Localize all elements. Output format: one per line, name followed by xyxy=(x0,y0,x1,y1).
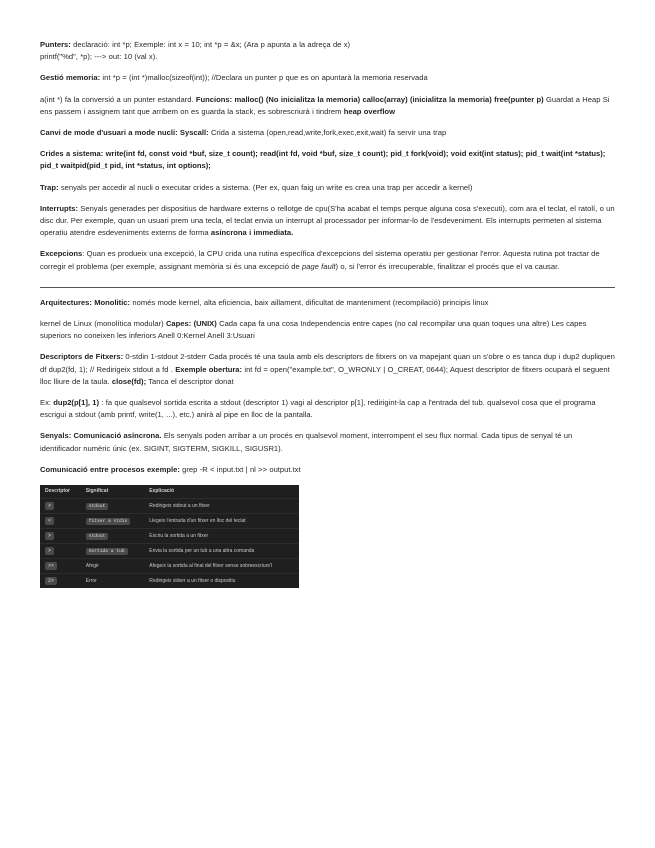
meaning-badge: stdout xyxy=(86,533,109,540)
functions-label: Funcions: malloc() (No inicialitza la memoria) calloc(array) (inicialitza la memoria) free(punter p) xyxy=(195,94,544,104)
table-row xyxy=(40,499,299,514)
file-descriptors-label: Descriptors de Fitxers: xyxy=(40,352,124,362)
meaning-badge: stdout xyxy=(86,503,109,510)
meaning-cell xyxy=(81,529,145,544)
heap-text: Guardat a Heap Si ens passem i assignem tant que arribem on es guarda la stack, es sobrescriurà i tindrem xyxy=(40,94,610,116)
file-descriptors-paragraph xyxy=(40,351,615,388)
explanation-cell: Redirigeix stderr a un fitxer o dispositiu xyxy=(144,574,299,589)
layers-text: Cada capa fa una cosa Independencia entre capes (no cal recompilar una quan toques una altre) Les capes superiors no coneixen les inferiors Anell 0:Kernel Anell 3:Usuari xyxy=(40,319,587,341)
trap-paragraph xyxy=(40,182,615,194)
open-example-text: int fd = open("example.txt", O_WRONLY | O_CREAT, 0644); Aquest descriptor de fitxers ocuparà el seguent lloc lliure de la taula. xyxy=(40,364,610,386)
signals-paragraph xyxy=(40,430,615,454)
horizontal-divider xyxy=(40,287,615,288)
trap-text: senyals per accedir al nucli o executar crides a sistema. (Per ex, quan faig un write es crea una trap per accedir a kernel) xyxy=(58,182,473,192)
dup2-label: dup2(p[1], 1) xyxy=(53,398,100,408)
exceptions-text-end: ) o, si l'error és irrecuperable, finalitzar el procés que el va causar. xyxy=(335,261,560,271)
symbol-badge: > xyxy=(45,502,54,510)
redirection-table xyxy=(40,485,299,588)
symbol-badge: < xyxy=(45,517,54,525)
descriptor-symbol xyxy=(40,499,81,514)
meaning-cell: Error xyxy=(81,574,145,589)
punters-paragraph xyxy=(40,39,615,63)
descriptor-symbol xyxy=(40,574,81,589)
file-descriptors-text: 0-stdin 1-stdout 2-stderr Cada procés té una taula amb els descriptors de fitxers on va mapejant quan un s'obre o es tanca dup i dup2 dupliquen df dup2(fd, 1); // Redirigeix stdout a fd . xyxy=(40,352,615,374)
interrupts-paragraph xyxy=(40,203,615,240)
meaning-cell xyxy=(81,544,145,559)
table-row xyxy=(40,574,299,589)
punters-text: declaració: int *p; Exemple: int x = 10; int *p = &x; (Ara p apunta a la adreça de x) xyxy=(70,40,351,49)
open-example-label: Exemple obertura: xyxy=(175,364,243,374)
explanation-cell: Redirigeix stdout a un fitxer xyxy=(144,499,299,514)
exceptions-text: : Quan es produeix una excepció, la CPU crida una rutina específica d'excepcions del sistema operatiu per gestionar l'error. Aquesta rutina pot tractar de corregir el problema (per exemple, assignant memòria si és una excepció de xyxy=(40,249,600,271)
symbol-badge: >> xyxy=(45,562,57,570)
ipc-paragraph xyxy=(40,464,615,476)
layers-paragraph xyxy=(40,318,615,342)
memory-paragraph xyxy=(40,72,615,84)
table-row xyxy=(40,529,299,544)
signals-text: Els senyals poden arribar a un procés en qualsevol moment, interrompent el seu flux normal. Cada tipus de senyal té un identificador numèric únic (ex. SIGINT, SIGTERM, SIGKILL, SIGUSR1). xyxy=(40,431,573,453)
punters-label: Punters: xyxy=(40,40,71,49)
symbol-badge: > xyxy=(45,547,54,555)
meaning-badge: fitxer a stdin xyxy=(86,518,131,525)
meaning-badge: Sortida a tub xyxy=(86,548,128,555)
cast-text: a(int *) fa la conversió a un punter estandard. xyxy=(40,94,196,104)
ipc-label: Comunicació entre procesos exemple: xyxy=(40,464,180,474)
system-calls-label: Crides a sistema: write(int fd, const void *buf, size_t count); read(int fd, void *buf, size_t count); pid_t fork(void); void exit(int status); pid_t wait(int *status); pid_t waitpid(pid_t pid, int *status, int options); xyxy=(40,149,606,171)
syscall-label: Canvi de mode d'usuari a mode nucli: Syscall: xyxy=(40,128,209,138)
ipc-command: grep -R < input.txt | nl >> output.txt xyxy=(179,464,301,474)
page-fault-term: page fault xyxy=(301,261,336,271)
descriptor-symbol xyxy=(40,559,81,574)
async-label: asíncrona i immediata. xyxy=(210,228,294,238)
table-row xyxy=(40,514,299,529)
exceptions-paragraph xyxy=(40,248,615,272)
interrupts-text: Senyals generades per dispositius de hardware externs o rellotge de cpu(S'ha acabat el temps perque alguna cosa s'executi), com ara el teclat, el ratolí, o un disc dur. Per exemple, quan un usuari prem una tecla, el teclat envia un interrupt al processador per informar-lo de l'esdeveniment. Els interrupts permeten al sistema operatiu atendre esdeveniments externs de forma xyxy=(40,203,615,238)
architectures-label: Arquitectures: Monolitic: xyxy=(40,297,131,307)
exceptions-label: Excepcions xyxy=(40,249,83,259)
meaning-cell: Afegir xyxy=(81,559,145,574)
explanation-cell: Envia la sortida per un tub a una altra comanda xyxy=(144,544,299,559)
heap-overflow-label: heap overflow xyxy=(343,106,395,116)
punters-example: printf("%d", *p); ---> out: 10 (val x). xyxy=(40,52,158,62)
descriptor-symbol xyxy=(40,544,81,559)
header-explicacio: Explicació xyxy=(149,488,174,495)
explanation-cell: Afegeix la sortida al final del fitxer sense sobreescriure'l xyxy=(144,559,299,574)
meaning-cell xyxy=(81,514,145,529)
symbol-badge: > xyxy=(45,532,54,540)
functions-paragraph xyxy=(40,94,615,118)
linux-kernel-text: kernel de Linux (monolítica modular) xyxy=(40,319,166,329)
architectures-paragraph xyxy=(40,297,615,309)
layers-label: Capes: (UNIX) xyxy=(165,319,217,329)
close-label: close(fd); xyxy=(111,376,147,386)
explanation-cell: Llegeix l'entrada d'un fitxer en lloc del teclat xyxy=(144,514,299,529)
syscall-text: Crida a sistema (open,read,write,fork,exec,exit,wait) fa servir una trap xyxy=(208,128,447,138)
architectures-text: només mode kernel, alta eficiencia, baix aillament, dificultat de manteniment (recompilació) principis linux xyxy=(130,297,489,307)
descriptor-symbol xyxy=(40,514,81,529)
explanation-cell: Escriu la sortida a un fitxer xyxy=(144,529,299,544)
descriptor-symbol xyxy=(40,529,81,544)
close-text: Tanca el descriptor donat xyxy=(146,376,234,386)
syscall-paragraph xyxy=(40,127,615,139)
system-calls-paragraph xyxy=(40,148,615,172)
header-descriptor: Descriptor xyxy=(45,488,71,495)
interrupts-label: Interrupts: xyxy=(40,203,78,213)
signals-label: Senyals: Comunicació asíncrona. xyxy=(40,431,162,441)
table-header-row xyxy=(40,485,299,499)
table-row xyxy=(40,544,299,559)
dup2-paragraph xyxy=(40,397,615,421)
dup2-prefix: Ex: xyxy=(40,398,54,408)
memory-label: Gestió memoria: xyxy=(40,73,101,83)
symbol-badge: 2> xyxy=(45,577,57,585)
meaning-cell xyxy=(81,499,145,514)
header-significat: Significat xyxy=(85,488,109,495)
trap-label: Trap: xyxy=(40,182,59,192)
dup2-text: : fa que qualsevol sortida escrita a stdout (descriptor 1) vagi al descriptor p[1], redirigint-la cap a l'entrada del tub. qualsevol cosa que el programa escrigui a stdout (amb printf, write(1, ...), etc.) anirà al pipe en lloc de la pantalla. xyxy=(40,398,596,420)
memory-text: int *p = (int *)malloc(sizeof(int)); //Declara un punter p que es on apuntarà la memoria reservada xyxy=(100,73,428,83)
table-row xyxy=(40,559,299,574)
